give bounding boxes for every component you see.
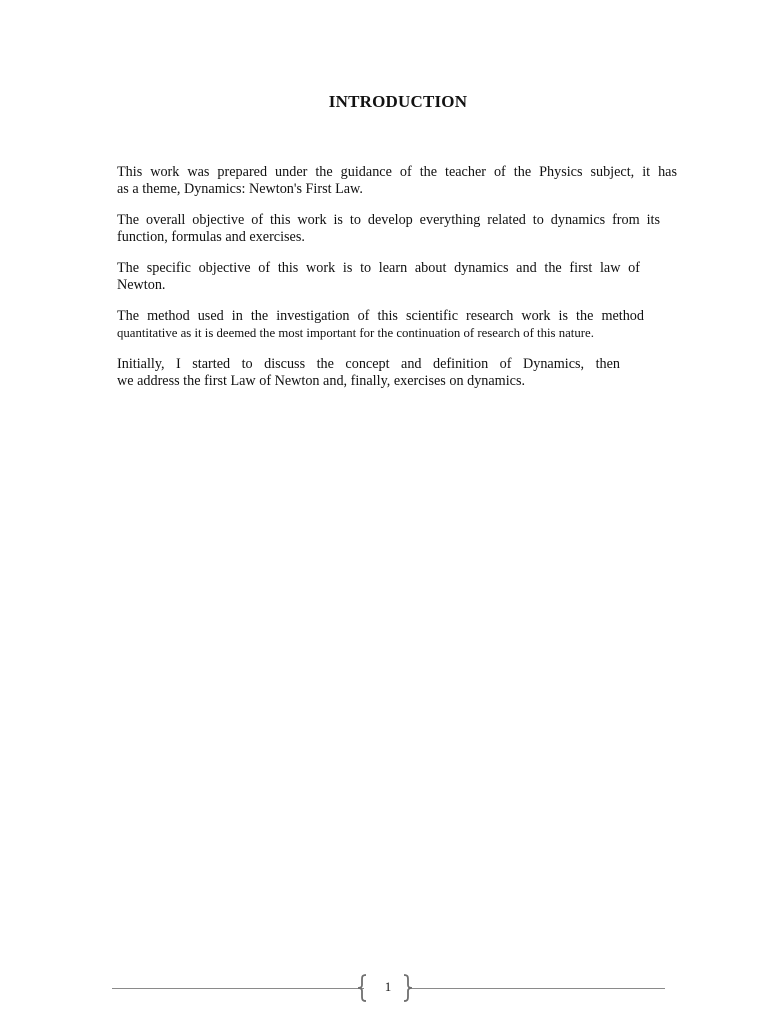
- paragraph-2-line-1: The overall objective of this work is to develop everything related to dynamics from its: [117, 212, 660, 228]
- paragraph-5: [117, 356, 677, 390]
- paragraph-3: [117, 260, 677, 294]
- page-footer: [0, 968, 768, 1008]
- paragraph-3-line-1: The specific objective of this work is to learn about dynamics and the first law of: [117, 260, 640, 276]
- page-title: INTRODUCTION: [328, 92, 468, 111]
- paragraph-3-line-2: Newton.: [117, 277, 166, 293]
- paragraph-2-line-2: function, formulas and exercises.: [117, 229, 305, 245]
- paragraph-4: [117, 308, 677, 342]
- paragraph-5-line-2: we address the first Law of Newton and, finally, exercises on dynamics.: [117, 373, 526, 389]
- footer-rule-left: [112, 988, 364, 989]
- footer-rule-right: [412, 988, 665, 989]
- body-text: [117, 164, 677, 404]
- paragraph-5-line-1: Initially, I started to discuss the concept and definition of Dynamics, then: [117, 356, 620, 372]
- page-number: 1: [384, 979, 392, 994]
- paragraph-2: [117, 212, 677, 246]
- paragraph-1-line-1: This work was prepared under the guidance of the teacher of the Physics subject, it has: [117, 164, 677, 180]
- paragraph-4-line-1: The method used in the investigation of this scientific research work is the method: [117, 308, 644, 324]
- paragraph-1: [117, 164, 677, 198]
- paragraph-1-line-2: as a theme, Dynamics: Newton's First Law.: [117, 181, 363, 197]
- left-brace-icon: [356, 974, 368, 1002]
- paragraph-4-line-2: quantitative as it is deemed the most important for the continuation of research of this nature.: [117, 326, 594, 340]
